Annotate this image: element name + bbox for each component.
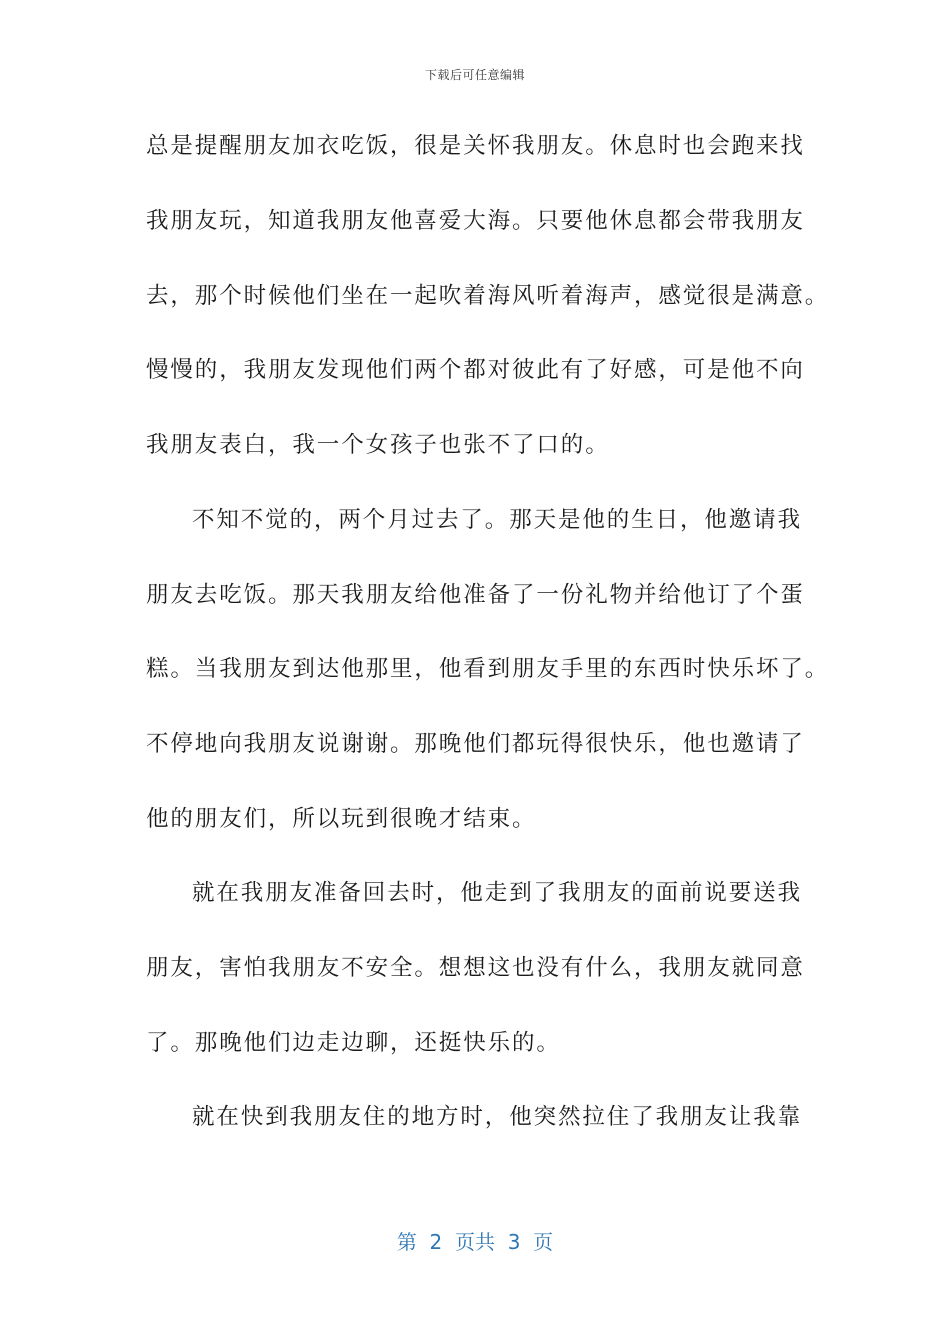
body-line: 我朋友表白，我一个女孩子也张不了口的。 (146, 432, 610, 458)
body-line: 去，那个时候他们坐在一起吹着海风听着海声，感觉很是满意。 (146, 283, 830, 309)
paragraph-start-line: 就在我朋友准备回去时，他走到了我朋友的面前说要送我 (192, 880, 803, 906)
body-line: 总是提醒朋友加衣吃饭，很是关怀我朋友。休息时也会跑来找 (146, 133, 805, 159)
body-line: 他的朋友们，所以玩到很晚才结束。 (146, 806, 537, 832)
body-line: 朋友去吃饭。那天我朋友给他准备了一份礼物并给他订了个蛋 (146, 582, 805, 608)
body-line: 了。那晚他们边走边聊，还挺快乐的。 (146, 1030, 561, 1056)
body-line: 不停地向我朋友说谢谢。那晚他们都玩得很快乐，他也邀请了 (146, 731, 805, 757)
body-line: 糕。当我朋友到达他那里，他看到朋友手里的东西时快乐坏了。 (146, 656, 830, 682)
page-number-footer: 第 2 页共 3 页 (396, 1230, 554, 1254)
body-line: 我朋友玩，知道我朋友他喜爱大海。只要他休息都会带我朋友 (146, 208, 805, 234)
page-header: 下载后可任意编辑 (424, 68, 525, 82)
body-line: 慢慢的，我朋友发现他们两个都对彼此有了好感，可是他不向 (146, 357, 805, 383)
paragraph-start-line: 不知不觉的，两个月过去了。那天是他的生日，他邀请我 (192, 507, 803, 533)
paragraph-start-line: 就在快到我朋友住的地方时，他突然拉住了我朋友让我靠 (192, 1104, 803, 1130)
body-line: 朋友，害怕我朋友不安全。想想这也没有什么，我朋友就同意 (146, 955, 805, 981)
